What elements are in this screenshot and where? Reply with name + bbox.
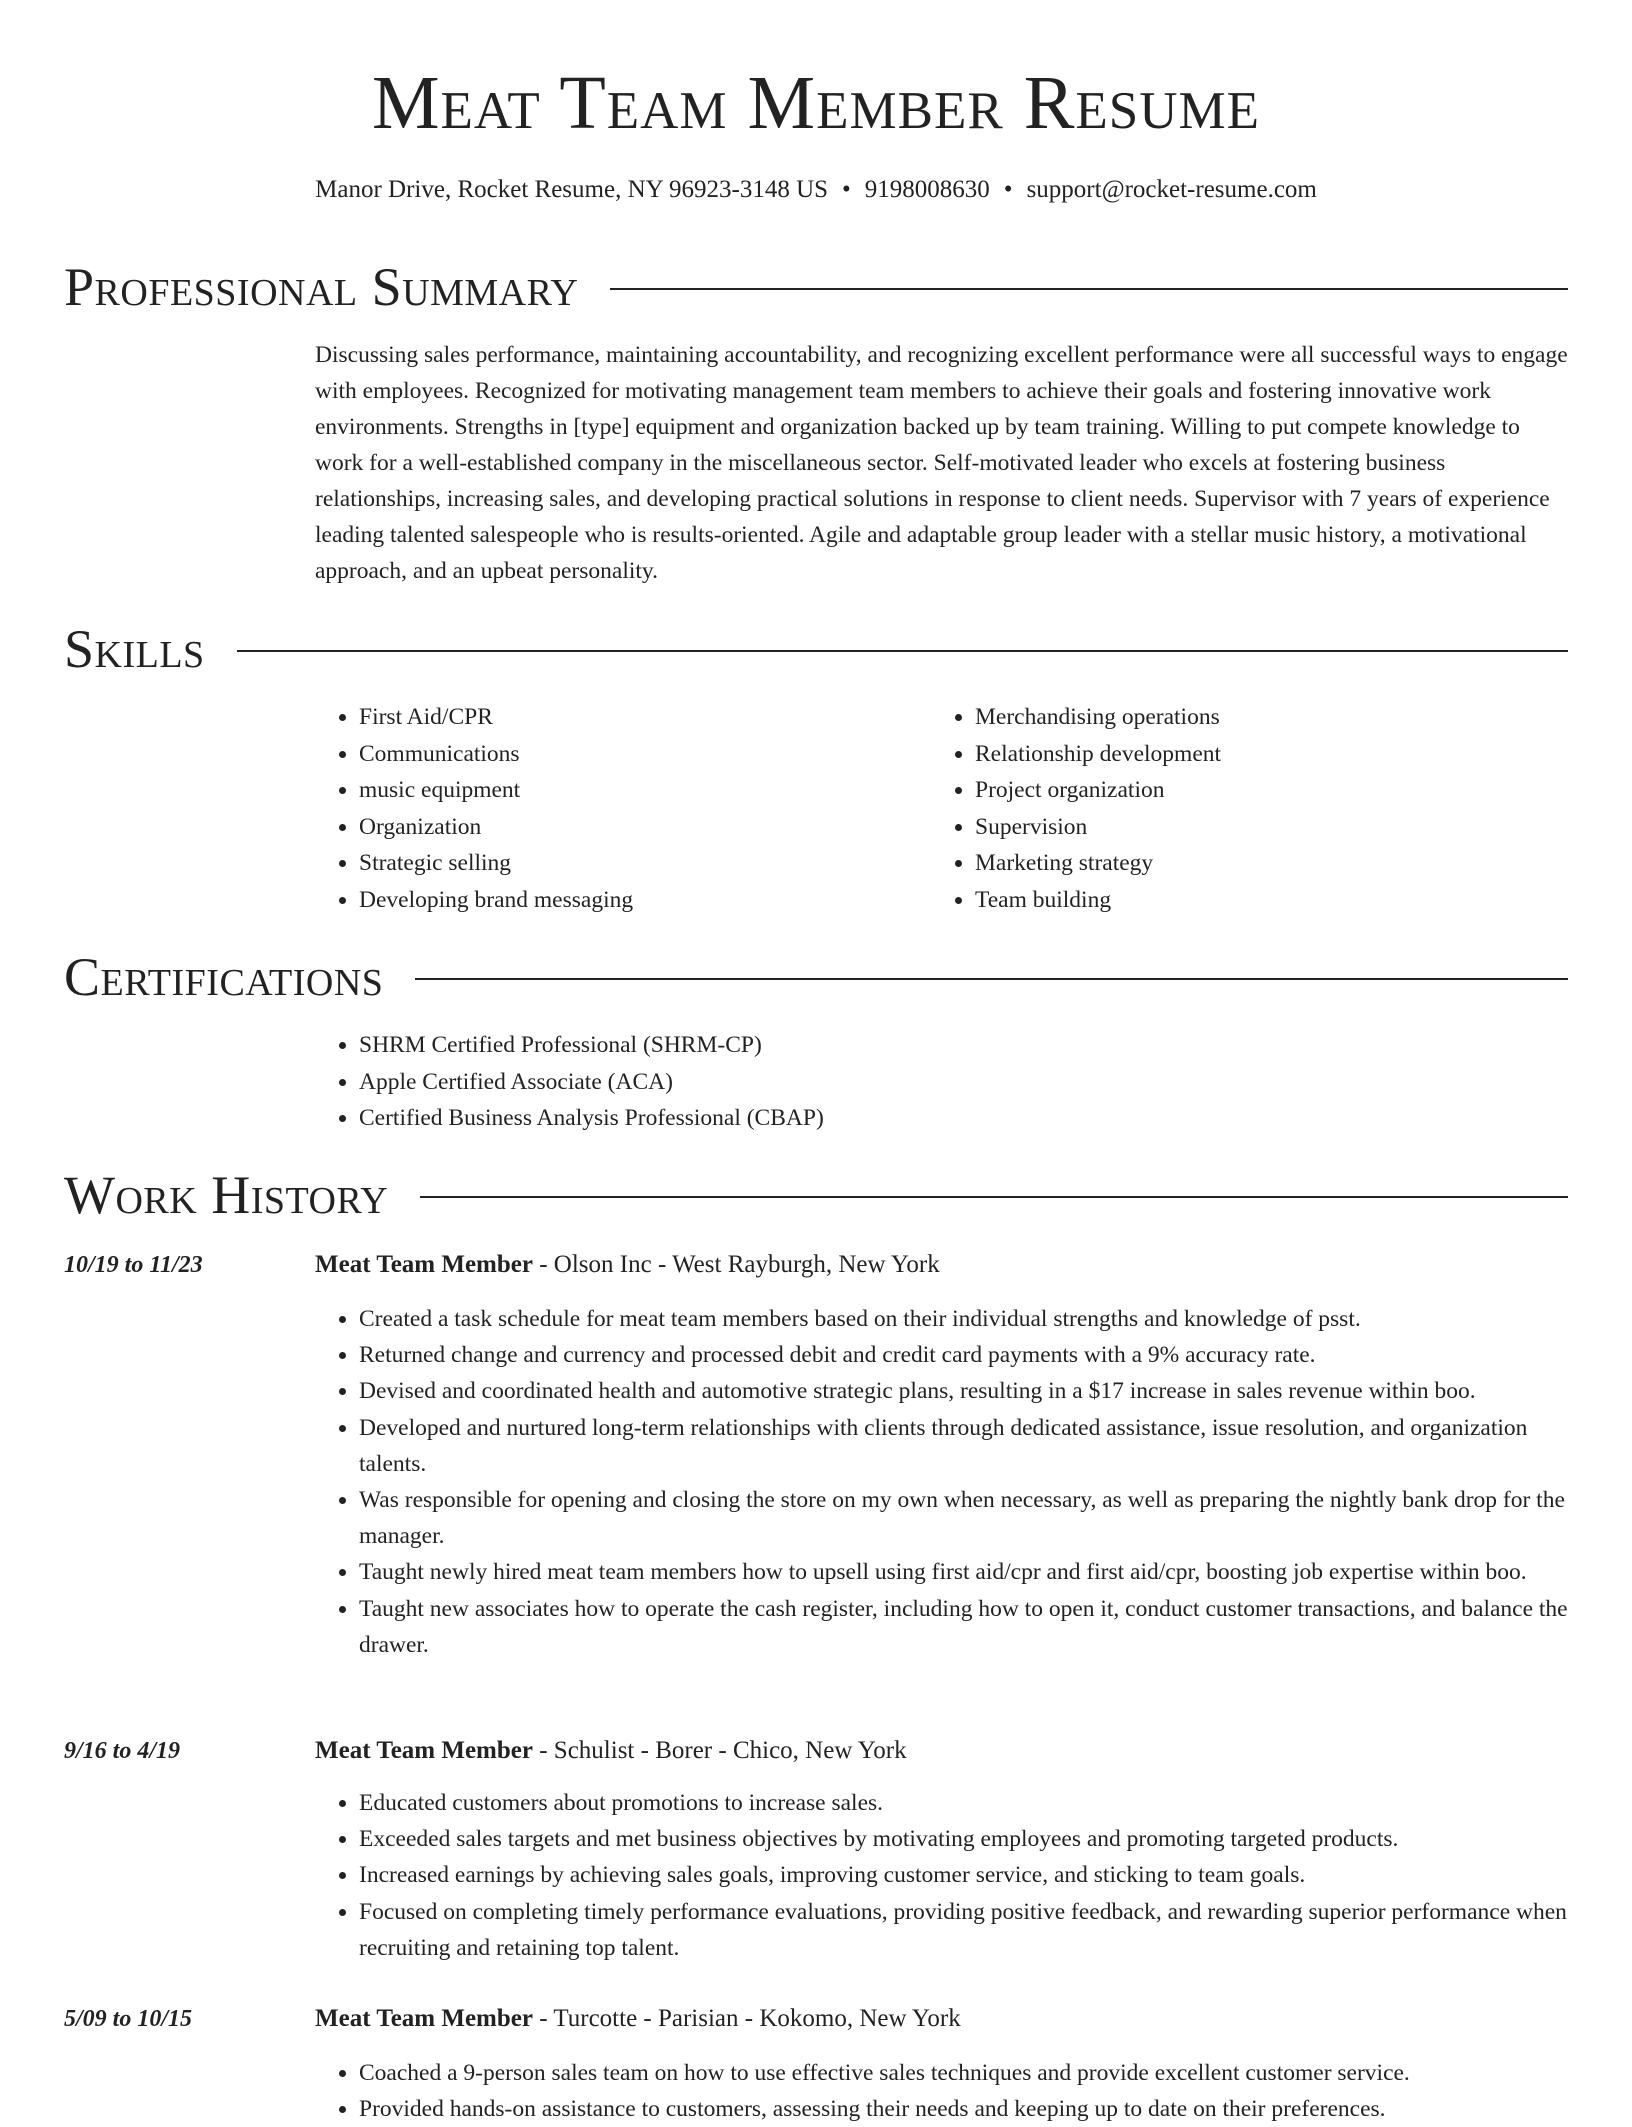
skill-item: • Team building xyxy=(975,882,1531,919)
duty-item: • Provided hands-on assistance to customers, assessing their needs and keeping up to date on their preferences. xyxy=(359,2091,1568,2127)
skill-item: • Relationship development xyxy=(975,736,1531,773)
duties-list xyxy=(315,1785,1568,1966)
summary-text: Discussing sales performance, maintaining accountability, and recognizing excellent performance were all successful ways to engage with employees. Recognized for motivating management team members to achieve their goals and fostering innovative work environments. Strengths in [type] equipment and organization backed up by team training. Willing to put compete knowledge to work for a well-established company in the miscellaneous sector. Self-motivated leader who excels at fostering business relationships, increasing sales, and developing practical solutions in response to client needs. Supervisor with 7 years of experience leading talented salespeople who is results-oriented. Agile and adaptable group leader with a stellar music history, a motivational approach, and an upbeat personality. xyxy=(315,342,1568,584)
skills-right-column xyxy=(931,699,1531,918)
certifications-section-header xyxy=(64,945,1568,1009)
section-divider xyxy=(415,978,1568,980)
section-heading: Skills xyxy=(64,619,205,679)
section-heading: Work History xyxy=(64,1165,389,1225)
section-heading: Certifications xyxy=(64,947,384,1007)
resume-title: Meat Team Member Resume xyxy=(371,61,1261,145)
certification-item: • Apple Certified Associate (ACA) xyxy=(359,1064,1568,1101)
skill-item: • Communications xyxy=(359,736,915,773)
skills-list xyxy=(931,699,1531,918)
job-title: Meat Team Member xyxy=(315,2005,533,2032)
job-dates: 5/09 to 10/15 xyxy=(64,2006,193,2032)
job-title-line xyxy=(315,1249,1568,1281)
job-duties xyxy=(315,2055,1568,2127)
skills-left-column xyxy=(315,699,915,918)
skill-item: • music equipment xyxy=(359,772,915,809)
job-details: - Olson Inc - West Rayburgh, New York xyxy=(532,1251,940,1278)
job-dates: 10/19 to 11/23 xyxy=(64,1252,203,1278)
section-heading: Professional Summary xyxy=(64,257,579,317)
duty-item: • Devised and coordinated health and automotive strategic plans, resulting in a $17 increase in sales revenue within boo. xyxy=(359,1373,1568,1409)
contact-address: Manor Drive, Rocket Resume, NY 96923-3148 US xyxy=(315,176,829,203)
skill-item: • First Aid/CPR xyxy=(359,699,915,736)
section-divider xyxy=(420,1196,1568,1198)
job-title: Meat Team Member xyxy=(315,1737,533,1764)
duty-item: • Coached a 9-person sales team on how to use effective sales techniques and provide excellent customer service. xyxy=(359,2055,1568,2091)
contact-email: support@rocket-resume.com xyxy=(1026,176,1317,203)
certification-item: • Certified Business Analysis Professional (CBAP) xyxy=(359,1100,1568,1137)
contact-separator: • xyxy=(842,176,851,203)
skill-item: • Organization xyxy=(359,809,915,846)
duty-item: • Returned change and currency and processed debit and credit card payments with a 9% accuracy rate. xyxy=(359,1337,1568,1373)
job-details: - Turcotte - Parisian - Kokomo, New York xyxy=(532,2005,961,2032)
duty-item: • Increased earnings by achieving sales goals, improving customer service, and sticking to team goals. xyxy=(359,1857,1568,1893)
section-divider xyxy=(237,650,1568,652)
job-details: - Schulist - Borer - Chico, New York xyxy=(532,1737,907,1764)
duty-item: • Taught new associates how to operate the cash register, including how to open it, conduct customer transactions, and balance the drawer. xyxy=(359,1591,1568,1663)
duty-item: • Exceeded sales targets and met business objectives by motivating employees and promoting targeted products. xyxy=(359,1821,1568,1857)
certifications-list-wrap xyxy=(315,1027,1568,1137)
duties-list xyxy=(315,1301,1568,1663)
contact-separator: • xyxy=(1003,176,1013,203)
job-duties xyxy=(315,1785,1568,1966)
skill-item: • Supervision xyxy=(975,809,1531,846)
skill-item: • Project organization xyxy=(975,772,1531,809)
certifications-list xyxy=(315,1027,1568,1137)
skill-item: • Strategic selling xyxy=(359,845,915,882)
duty-item: • Educated customers about promotions to increase sales. xyxy=(359,1785,1568,1821)
summary-section-header xyxy=(64,255,1568,319)
section-divider xyxy=(610,288,1568,290)
duties-list xyxy=(315,2055,1568,2127)
job-title-line xyxy=(315,2003,1568,2035)
duty-item: • Was responsible for opening and closing the store on my own when necessary, as well as preparing the nightly bank drop for the manager. xyxy=(359,1482,1568,1554)
certification-item: • SHRM Certified Professional (SHRM-CP) xyxy=(359,1027,1568,1064)
duty-item: • Developed and nurtured long-term relationships with clients through dedicated assistance, issue resolution, and organization talents. xyxy=(359,1410,1568,1482)
job-dates: 9/16 to 4/19 xyxy=(64,1738,181,1764)
duty-item: • Created a task schedule for meat team members based on their individual strengths and knowledge of psst. xyxy=(359,1301,1568,1337)
job-duties xyxy=(315,1301,1568,1663)
duty-item: • Focused on completing timely performance evaluations, providing positive feedback, and rewarding superior performance when recruiting and retaining top talent. xyxy=(359,1894,1568,1966)
contact-line xyxy=(64,174,1568,206)
contact-phone: 9198008630 xyxy=(864,176,990,203)
skill-item: • Marketing strategy xyxy=(975,845,1531,882)
duty-item: • Taught newly hired meat team members how to upsell using first aid/cpr and first aid/cpr, boosting job expertise within boo. xyxy=(359,1554,1568,1590)
job-title: Meat Team Member xyxy=(315,1251,533,1278)
job-title-line xyxy=(315,1735,1568,1767)
skill-item: • Developing brand messaging xyxy=(359,882,915,919)
work-history-section-header xyxy=(64,1163,1568,1227)
skills-list xyxy=(315,699,915,918)
skills-section-header xyxy=(64,617,1568,681)
skill-item: • Merchandising operations xyxy=(975,699,1531,736)
